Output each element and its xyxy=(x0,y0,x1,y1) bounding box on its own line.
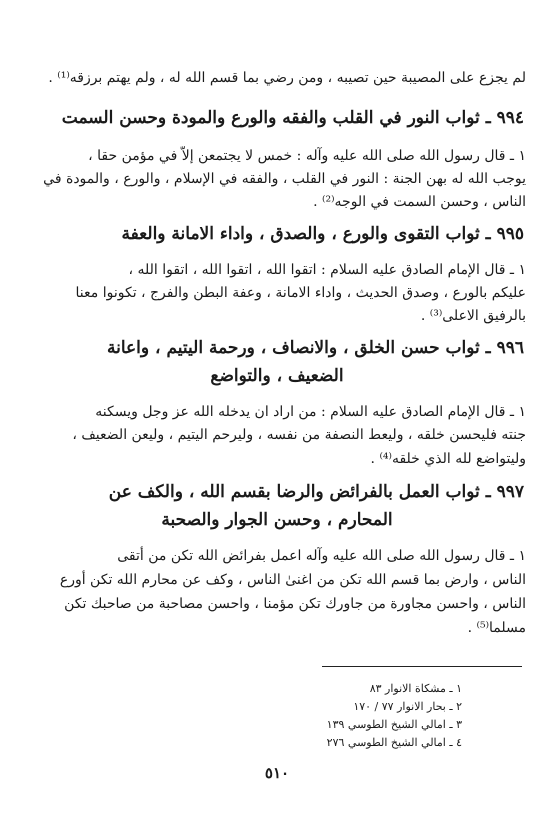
section-997-line-3: الناس ، واحسن مجاورة من جاورك تكن مؤمنا ، واحسن مصاحبة من صاحبك تكن xyxy=(64,596,526,612)
footnote-2: ٢ ـ بحار الانوار ٧٧ / ١٧٠ xyxy=(353,700,462,713)
section-997-line-4: مسلما⁽⁵⁾ . xyxy=(467,620,526,636)
section-995-line-3: بالرفيق الاعلى⁽³⁾ . xyxy=(420,308,526,324)
section-997-line-2: الناس ، وارض بما قسم الله تكن من اغنىٰ الناس ، وكف عن محارم الله تكن أورع xyxy=(59,572,526,588)
section-heading-997: ٩٩٧ ـ ثواب العمل بالفرائض والرضا بقسم الله ، والكف عن xyxy=(108,482,524,502)
section-995-line-2: عليكم بالورع ، وصدق الحديث ، واداء الامانة ، وعفة البطن والفرج ، تكونوا معنا xyxy=(75,285,526,301)
footnote-3: ٣ ـ امالي الشيخ الطوسي ١٣٩ xyxy=(326,718,462,731)
section-heading-996: ٩٩٦ ـ ثواب حسن الخلق ، والانصاف ، ورحمة اليتيم ، واعانة xyxy=(107,338,524,358)
section-995-line-1: ١ ـ قال الإمام الصادق عليه السلام : اتقوا الله ، اتقوا الله ، اتقوا الله ، xyxy=(128,262,526,278)
section-994-line-3: الناس ، وحسن السمت في الوجه⁽²⁾ . xyxy=(313,194,526,210)
section-heading-994: ٩٩٤ ـ ثواب النور في القلب والفقه والورع والمودة وحسن السمت xyxy=(61,108,524,128)
footnote-1: ١ ـ مشكاة الانوار ٨٣ xyxy=(369,682,462,695)
section-996-line-3: وليتواضع لله الذي خلقه⁽⁴⁾ . xyxy=(370,451,526,467)
section-heading-997-continued: المحارم ، وحسن الجوار والصحبة xyxy=(161,510,393,530)
section-heading-995: ٩٩٥ ـ ثواب التقوى والورع ، والصدق ، واداء الامانة والعفة xyxy=(121,224,524,244)
section-994-line-2: يوجب الله له بهن الجنة : النور في القلب ، والفقه في الإسلام ، والورع ، والمودة في xyxy=(43,171,526,187)
footnote-divider xyxy=(322,666,522,667)
section-997-line-1: ١ ـ قال رسول الله صلى الله عليه وآله اعمل بفرائض الله تكن من أتقى xyxy=(117,548,526,564)
intro-line: لم يجزع على المصيبة حين تصيبه ، ومن رضي بما قسم الله له ، ولم يهتم برزقه⁽¹⁾ . xyxy=(48,70,526,86)
section-996-line-2: جنته فليحسن خلقه ، وليعط النصفة من نفسه ، وليرحم اليتيم ، وليعن الضعيف ، xyxy=(72,427,526,443)
footnote-4: ٤ ـ امالي الشيخ الطوسي ٢٧٦ xyxy=(326,736,462,749)
page-number: ٥١٠ xyxy=(264,764,290,782)
section-994-line-1: ١ ـ قال رسول الله صلى الله عليه وآله : خمس لا يجتمعن إلاّ في مؤمن حقا ، xyxy=(88,148,526,164)
section-heading-996-continued: الضعيف ، والتواضع xyxy=(210,366,344,386)
section-996-line-1: ١ ـ قال الإمام الصادق عليه السلام : من اراد ان يدخله الله عز وجل ويسكنه xyxy=(95,404,526,420)
